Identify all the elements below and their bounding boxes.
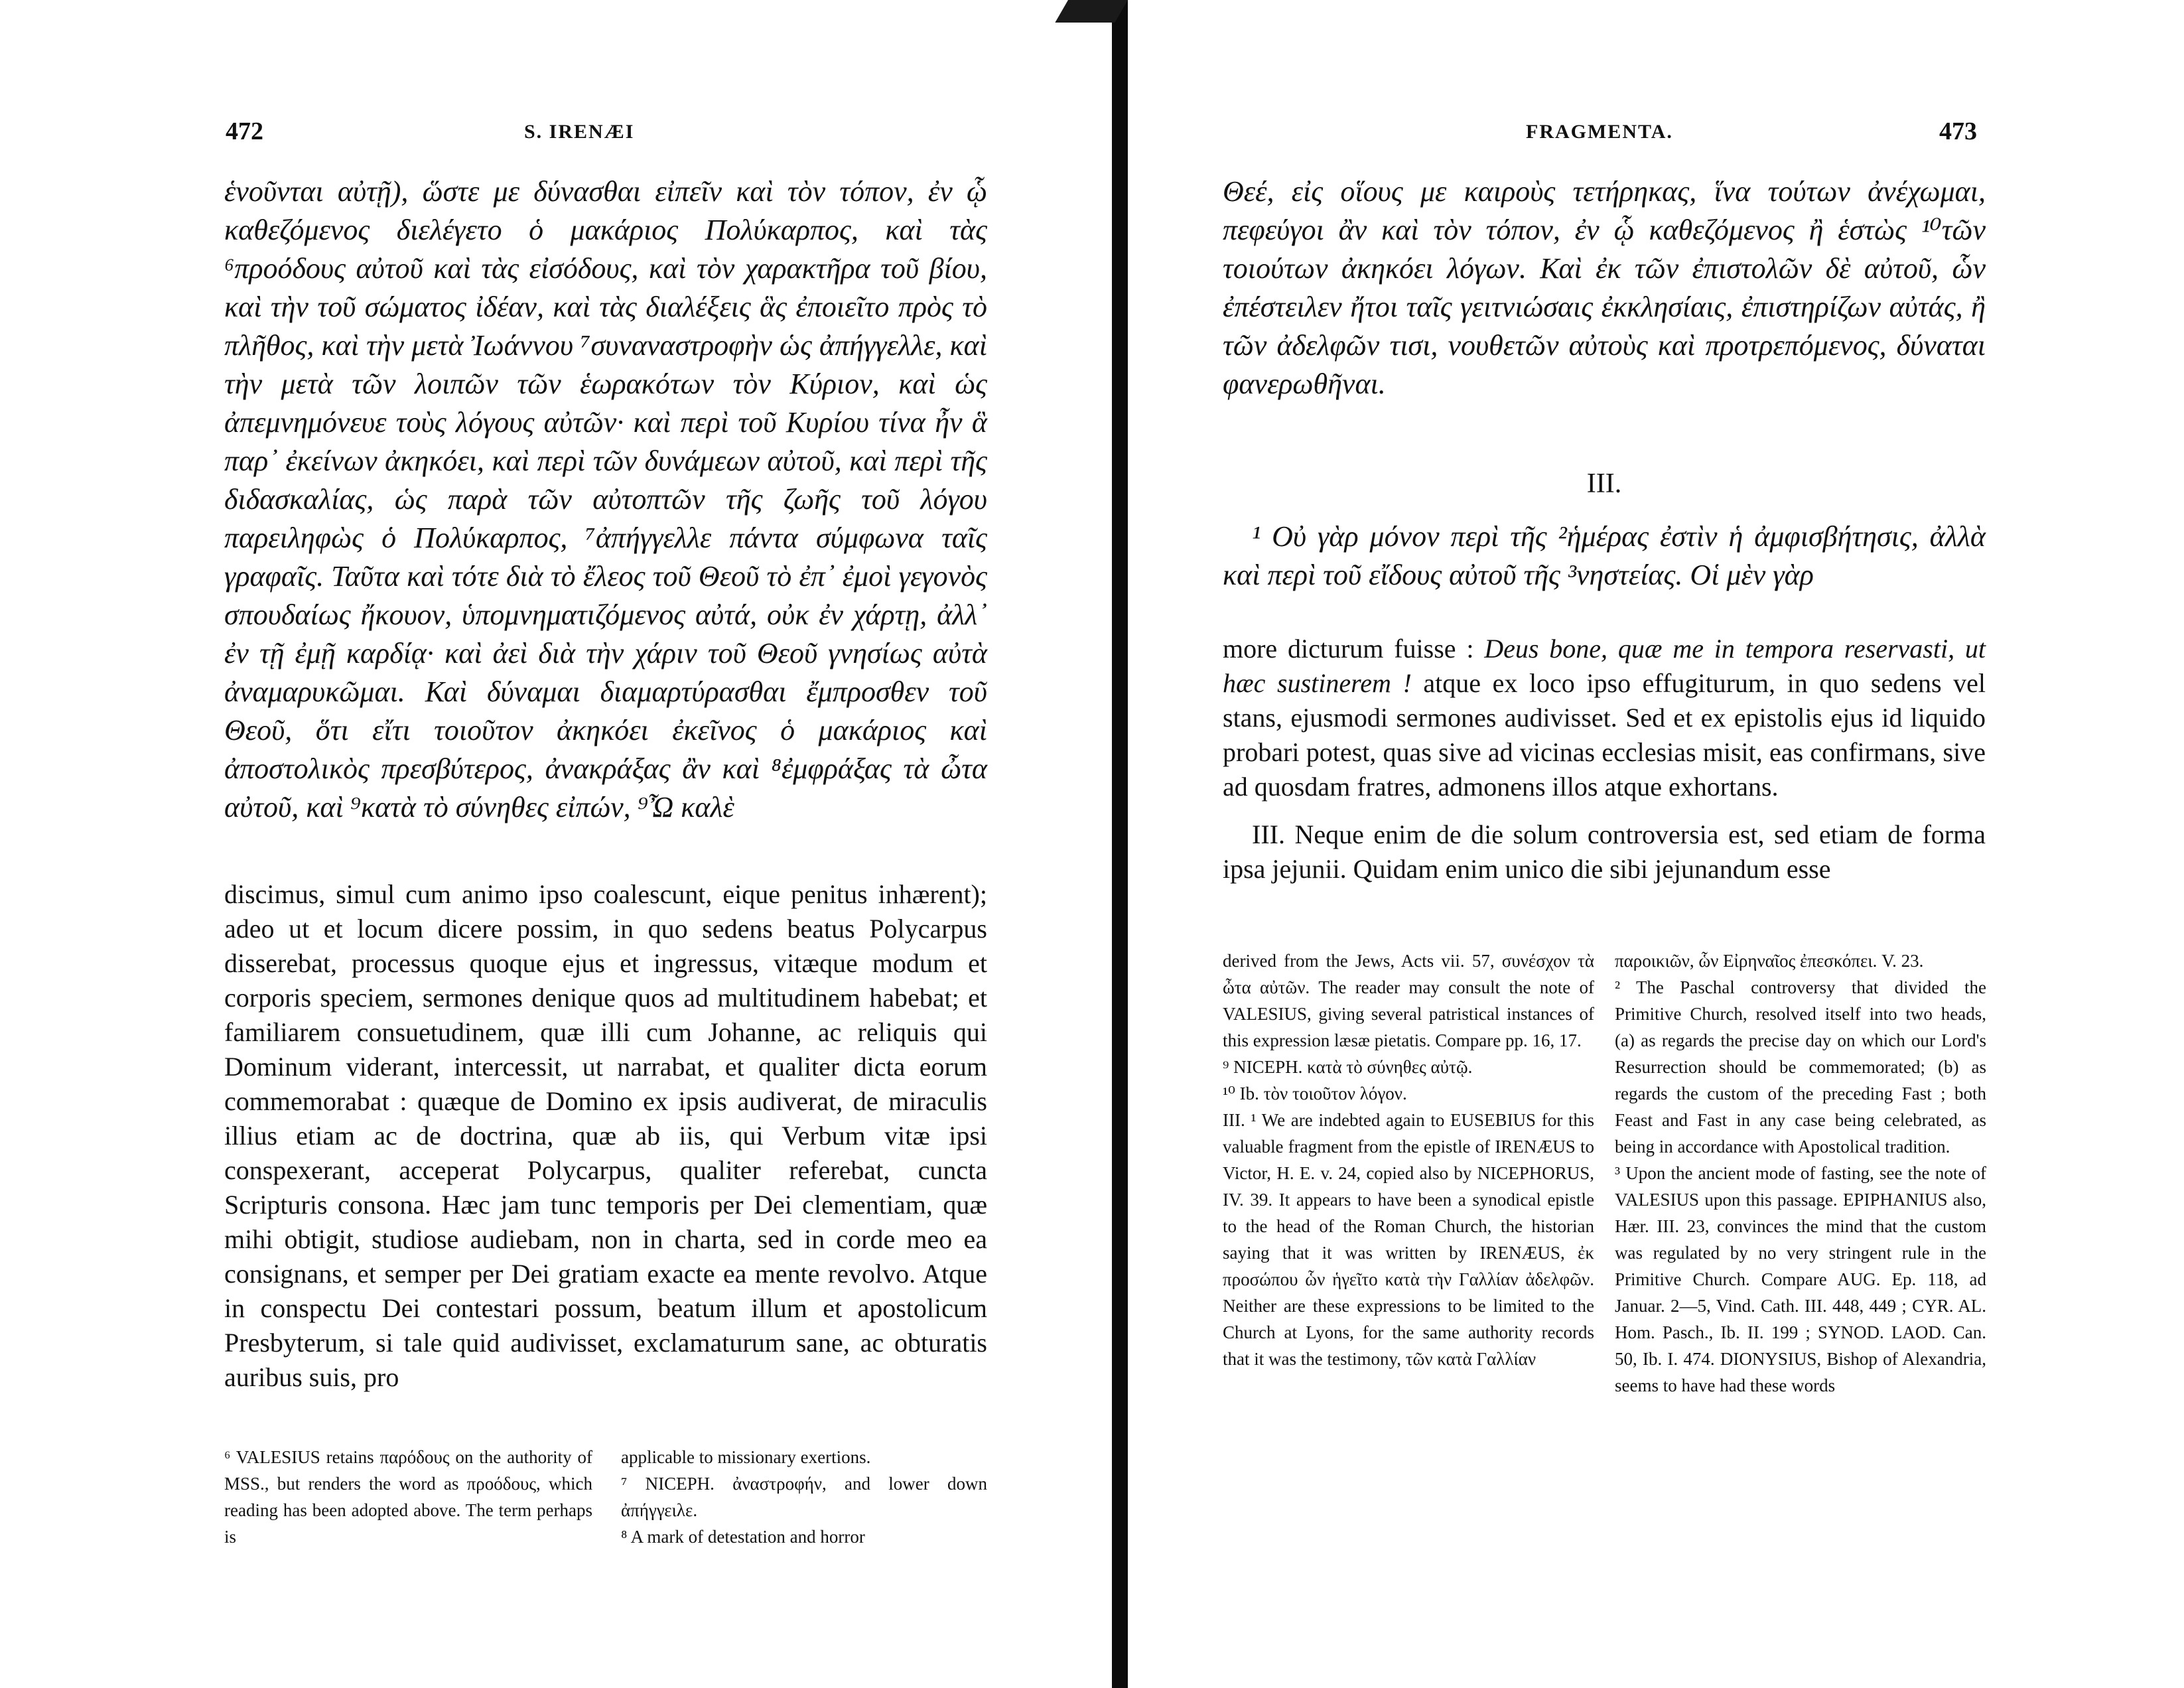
left-page — [0, 0, 1085, 1688]
latin-text: more dicturum fuisse : — [1223, 634, 1485, 664]
notes-column-2 — [1615, 948, 1986, 1399]
gutter-shadow — [1112, 0, 1128, 1688]
note: ² The Paschal controversy that divided the Primitive Church, resolved itself into two heads, (a) as regards the precise day on which our Lord's Resurrection should be commemorated; (b) as regards the custom of the preceding Fast ; both Feast and Fast in any case being celebrated, as being in accordance with Apostolical tradition. — [1615, 977, 1986, 1157]
running-head: FRAGMENTA. — [1526, 121, 1673, 143]
footnote: ⁸ A mark of detestation and horror — [621, 1527, 865, 1547]
greek-paragraph: ἑνοῦνται αὐτῇ), ὥστε με δύνασθαι εἰπεῖν καὶ τὸν τόπον, ἐν ᾧ καθεζόμενος διελέγετο ὁ μακάριος Πολύκαρπος, καὶ τὰς ⁶προόδους αὐτοῦ καὶ τὰς εἰσόδους, καὶ τὸν χαρακτῆρα τοῦ βίου, καὶ τὴν τοῦ σώματος ἰδέαν, καὶ τὰς διαλέξεις ἃς ἐποιεῖτο πρὸς τὸ πλῆθος, καὶ τὴν μετὰ Ἰωάννου ⁷συναναστροφὴν ὡς ἀπήγγελλε, καὶ τὴν μετὰ τῶν λοιπῶν τῶν ἑωρακότων τὸν Κύριον, καὶ ὡς ἀπεμνημόνευε τοὺς λόγους αὐτῶν· καὶ περὶ τοῦ Κυρίου τίνα ἦν ἃ παρ᾽ ἐκείνων ἀκηκόει, καὶ περὶ τῶν δυνάμεων αὐτοῦ, καὶ περὶ τῆς διδασκαλίας, ὡς παρὰ τῶν αὐτοπτῶν τῆς ζωῆς τοῦ λόγου παρειληφὼς ὁ Πολύκαρπος, ⁷ἀπήγγελλε πάντα σύμφωνα ταῖς γραφαῖς. Ταῦτα καὶ τότε διὰ τὸ ἔλεος τοῦ Θεοῦ τὸ ἐπ᾽ ἐμοὶ γεγονὸς σπουδαίως ἤκουον, ὑπομνηματιζόμενος αὐτά, οὐκ ἐν χάρτῃ, ἀλλ᾽ ἐν τῇ ἐμῇ καρδίᾳ· καὶ ἀεὶ διὰ τὴν χάριν τοῦ Θεοῦ γνησίως αὐτὰ ἀναμαρυκῶμαι. Καὶ δύναμαι διαμαρτύρασθαι ἔμπροσθεν τοῦ Θεοῦ, ὅτι εἴτι τοιοῦτον ἀκηκόει ἐκεῖνος ὁ μακάριος καὶ ἀποστολικὸς πρεσβύτερος, ἀνακράξας ἂν καὶ ⁸ἐμφράξας τὰ ὦτα αὐτοῦ, καὶ ⁹κατὰ τὸ σύνηθες εἰπών, ⁹Ὦ καλὲ — [224, 175, 987, 823]
footnotes-column-2 — [621, 1444, 987, 1550]
note: ³ Upon the ancient mode of fasting, see the note of VALESIUS upon this passage. EPIPHANIUS also, Hær. III. 23, convinces the mind that the custom was regulated by no very stringent rule in the Primitive Church. Compare AUG. Ep. 118, ad Januar. 2—5, Vind. Cath. III. 448, 449 ; CYR. AL. Hom. Pasch., Ib. II. 199 ; SYNOD. LAOD. Can. 50, Ib. I. 474. DIONYSIUS, Bishop of Alexandria, seems to have had these words — [1615, 1163, 1986, 1395]
footnotes-column-1 — [224, 1444, 592, 1550]
note: III. ¹ We are indebted again to EUSEBIUS for this valuable fragment from the epistle of IRENÆUS to Victor, H. E. v. 24, copied also by NICEPHORUS, IV. 39. It appears to have been a synodical epistle to the head of the Roman Church, the historian saying that it was written by IRENÆUS, ἐκ προσώπου ὧν ἡγεῖτο κατὰ τὴν Γαλλίαν ἀδελφῶν. Neither are these expressions to be limited to the Church at Lyons, for the same authority records that it was the testimony, τῶν κατὰ Γαλλίαν — [1223, 1110, 1594, 1369]
greek-text — [224, 173, 987, 827]
latin-paragraph — [1223, 632, 1986, 804]
page-number: 473 — [1939, 117, 1977, 145]
running-head: S. IRENÆI — [524, 121, 635, 143]
right-page — [1128, 0, 2184, 1688]
latin-text: atque ex loco ipso effugiturum, in quo sedens vel stans, ejusmodi sermones audivisset. Sed et ex epistolis ejus id liquido probari potest, quas sive ad vicinas ecclesias misit, eas confirmans, sive ad quosdam fratres, admonens illos atque exhortans. — [1223, 668, 1986, 802]
greek-section-text — [1223, 518, 1986, 595]
footnote: ⁷ NICEPH. ἀναστροφήν, and lower down ἀπήγγειλε. — [621, 1474, 987, 1520]
note: ⁹ NICEPH. κατὰ τὸ σύνηθες αὐτῷ. — [1223, 1057, 1473, 1077]
greek-paragraph: ¹ Οὐ γὰρ μόνον περὶ τῆς ²ἡμέρας ἐστὶν ἡ ἀμφισβήτησις, ἀλλὰ καὶ περὶ τοῦ εἴδους αὐτοῦ τῆς ³νηστείας. Οἱ μὲν γὰρ — [1223, 520, 1986, 591]
section-heading: III. — [1586, 468, 1622, 499]
latin-translation — [1223, 632, 1986, 886]
page-number: 472 — [226, 117, 263, 145]
latin-paragraph: III. Neque enim de die solum controversia est, sed etiam de forma ipsa jejunii. Quidam enim unico die sibi jejunandum esse — [1223, 819, 1986, 884]
greek-paragraph: Θεέ, εἰς οἵους με καιροὺς τετήρηκας, ἵνα τούτων ἀνέχωμαι, πεφεύγοι ἂν καὶ τὸν τόπον, ἐν ᾧ καθεζόμενος ἢ ἑστὼς ¹⁰τῶν τοιούτων ἀκηκόει λόγων. Καὶ ἐκ τῶν ἐπιστολῶν δὲ αὐτοῦ, ὧν ἐπέστειλεν ἤτοι ταῖς γειτνιώσαις ἐκκλησίαις, ἐπιστηρίζων αὐτάς, ἢ τῶν ἀδελφῶν τισι, νουθετῶν αὐτοὺς καὶ προτρεπόμενος, δύναται φανερωθῆναι. — [1223, 175, 1986, 400]
latin-translation — [224, 877, 987, 1395]
latin-paragraph: discimus, simul cum animo ipso coalescunt, eique penitus inhærent); adeo ut et locum dicere possim, in quo sedens beatus Polycarpus disserebat, processus quoque ejus et ingressus, vitæque modum et corporis speciem, sermones denique quos ad multitudinem habebat; et familiarem consuetudinem, quæ illi cum Johanne, ac reliquis qui Dominum viderant, intercessit, ut narrabat, et qualiter dicta eorum commemorabat : quæque de Domino ex ipsis audiverat, de miraculis illius etiam ac de doctrina, quæ ab iis, qui Verbum vitæ ipsi conspexerant, acceperat Polycarpus, qualiter referebat, cuncta Scripturis consona. Hæc jam tunc temporis per Dei clementiam, quæ mihi obtigit, studiose audiebam, non in charta, sed in corde meo ea consignans, et semper per Dei gratiam exacte ea mente revolvo. Atque in conspectu Dei contestari possum, beatum illum et apostolicum Presbyterum, si tale quid audivisset, exclamaturum sane, ac obturatis auribus suis, pro — [224, 879, 987, 1392]
footnote: ⁶ VALESIUS retains παρόδους on the authority of MSS., but renders the word as προόδους, which reading has been adopted above. The term perhaps is — [224, 1447, 592, 1547]
note: derived from the Jews, Acts vii. 57, συνέσχον τὰ ὦτα αὐτῶν. The reader may consult the note of VALESIUS, giving several patristical instances of this expression læsæ pietatis. Compare pp. 16, 17. — [1223, 951, 1594, 1050]
greek-text — [1223, 173, 1986, 403]
latin-quotation: Deus bone, quæ me in tempora reservasti, ut hæc sustinerem ! — [1223, 634, 1986, 698]
notes-column-1 — [1223, 948, 1594, 1372]
note: παροικιῶν, ὧν Εἰρηναῖος ἐπεσκόπει. V. 23. — [1615, 951, 1924, 971]
note: ¹⁰ Ib. τὸν τοιοῦτον λόγον. — [1223, 1084, 1407, 1103]
footnote: applicable to missionary exertions. — [621, 1447, 871, 1467]
